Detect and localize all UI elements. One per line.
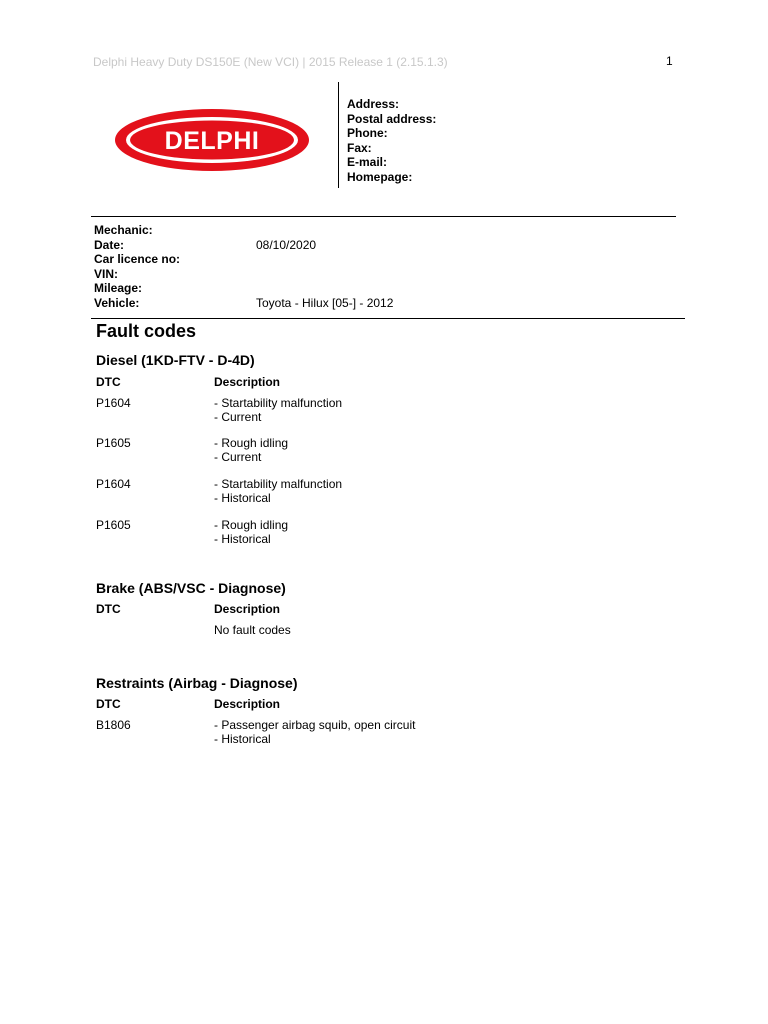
vin-label: VIN:	[94, 266, 118, 281]
info-bottom-rule	[91, 318, 685, 319]
homepage-label: Homepage:	[347, 169, 413, 184]
date-label: Date:	[94, 237, 125, 252]
mileage-label: Mileage:	[94, 281, 143, 296]
date-row	[94, 238, 594, 253]
section-title-restraints: Restraints (Airbag - Diagnose)	[96, 675, 298, 691]
mechanic-row	[94, 223, 594, 238]
fault-status-line: - Historical	[214, 531, 271, 546]
info-top-rule	[91, 216, 676, 217]
vehicle-row	[94, 296, 594, 311]
fault-description-line: - Startability malfunction	[214, 477, 343, 491]
contact-block	[347, 97, 436, 185]
fault-description	[214, 478, 342, 505]
fault-status-line: - Historical	[214, 490, 271, 505]
dtc-code: P1605	[96, 436, 131, 450]
dtc-column-header: DTC	[96, 697, 121, 711]
header-divider	[338, 82, 339, 188]
page-title: Fault codes	[96, 321, 197, 341]
fault-description	[214, 519, 288, 546]
fault-description	[214, 719, 415, 746]
mileage-row	[94, 281, 594, 296]
fault-status-line: - Current	[214, 409, 262, 424]
vin-row	[94, 267, 594, 282]
fault-description-line: - Rough idling	[214, 436, 289, 450]
vehicle-value: Toyota - Hilux [05-] - 2012	[256, 295, 394, 310]
fault-description-line: - Passenger airbag squib, open circuit	[214, 718, 416, 732]
fax-label: Fax:	[347, 140, 372, 155]
page-number: 1	[666, 54, 673, 68]
svg-text:DELPHI: DELPHI	[164, 127, 260, 155]
date-value: 08/10/2020	[256, 237, 317, 252]
postal-address-label: Postal address:	[347, 111, 437, 126]
vehicle-info-block	[94, 223, 594, 311]
description-column-header: Description	[214, 697, 281, 711]
description-column-header: Description	[214, 375, 281, 389]
no-fault-codes-text: No fault codes	[214, 623, 291, 637]
section-title-brake: Brake (ABS/VSC - Diagnose)	[96, 580, 286, 596]
section-title-diesel: Diesel (1KD-FTV - D-4D)	[96, 352, 255, 368]
fault-description-line: - Startability malfunction	[214, 396, 343, 410]
dtc-code: P1605	[96, 518, 131, 532]
address-label: Address:	[347, 97, 400, 111]
car-licence-label: Car licence no:	[94, 252, 181, 267]
fault-status-line: - Current	[214, 449, 262, 464]
car-licence-row	[94, 252, 594, 267]
dtc-column-header: DTC	[96, 375, 121, 389]
phone-label: Phone:	[347, 126, 388, 141]
dtc-code: P1604	[96, 477, 131, 491]
description-column-header: Description	[214, 602, 281, 616]
report-header-title: Delphi Heavy Duty DS150E (New VCI) | 2015 Release 1 (2.15.1.3)	[93, 55, 448, 69]
delphi-logo	[114, 108, 310, 172]
vehicle-label: Vehicle:	[94, 295, 140, 310]
fault-description-line: - Rough idling	[214, 518, 289, 532]
fault-description	[214, 397, 342, 424]
dtc-code: P1604	[96, 396, 131, 410]
fault-status-line: - Historical	[214, 731, 271, 746]
fault-description	[214, 437, 288, 464]
mechanic-label: Mechanic:	[94, 223, 153, 237]
dtc-code: B1806	[96, 718, 131, 732]
dtc-column-header: DTC	[96, 602, 121, 616]
email-label: E-mail:	[347, 155, 388, 170]
